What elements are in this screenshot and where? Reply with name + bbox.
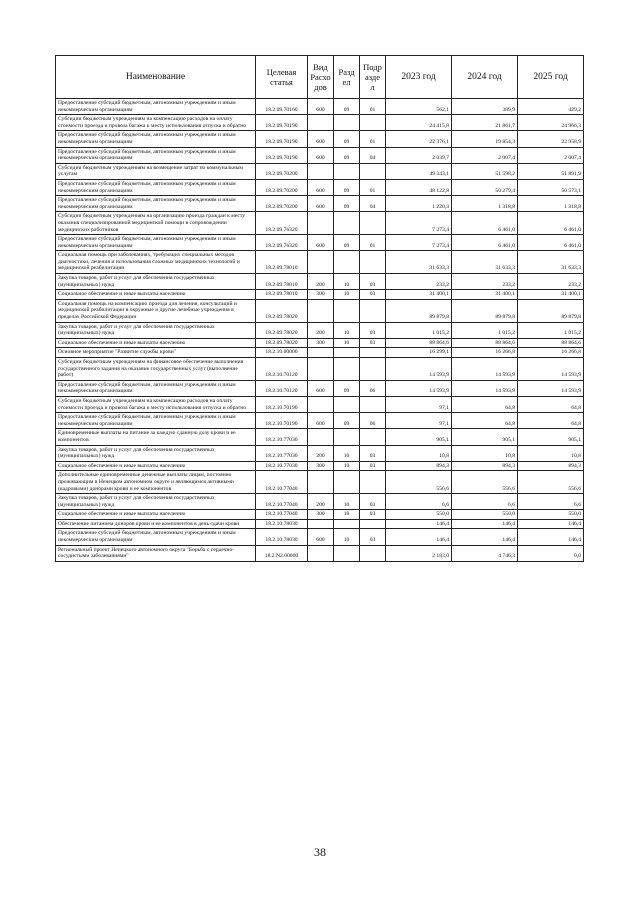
row-code: 18.2.09.76320 — [256, 212, 308, 235]
row-2023: 562,1 — [386, 99, 452, 115]
row-vid — [308, 396, 334, 412]
row-2023: 146,4 — [386, 529, 452, 545]
row-2023: 550,0 — [386, 510, 452, 520]
row-2024: 50 279,4 — [452, 179, 518, 195]
row-code: 18.2.10.70190 — [256, 396, 308, 412]
header-code: Целевая статья — [256, 56, 308, 99]
row-code: 18.2.09.78020 — [256, 322, 308, 338]
row-vid — [308, 471, 334, 494]
row-podr: 01 — [360, 99, 386, 115]
row-podr: 06 — [360, 413, 386, 429]
row-vid: 200 — [308, 274, 334, 290]
row-name: Субсидии бюджетным учреждениям на финансовое обеспечение выполнения государственного задания на оказание государственных услуг (выполнение работ) — [56, 358, 256, 381]
table-row — [56, 274, 584, 290]
row-podr — [360, 115, 386, 131]
row-code: 18.2.N2.00000 — [256, 545, 308, 561]
row-2025: 64,8 — [518, 413, 584, 429]
row-2025: 905,1 — [518, 429, 584, 445]
row-code: 18.2.09.70190 — [256, 115, 308, 131]
row-podr — [360, 429, 386, 445]
row-2023: 905,1 — [386, 429, 452, 445]
row-2024: 1 015,2 — [452, 322, 518, 338]
row-razd — [334, 163, 360, 179]
row-2025: 64,8 — [518, 396, 584, 412]
row-code: 18.2.10.77040 — [256, 494, 308, 510]
row-vid: 600 — [308, 147, 334, 163]
table-row — [56, 179, 584, 195]
row-2024: 1 318,8 — [452, 196, 518, 212]
row-vid: 600 — [308, 413, 334, 429]
row-vid — [308, 212, 334, 235]
row-code: 18.2.10.77030 — [256, 461, 308, 471]
row-razd — [334, 115, 360, 131]
row-razd: 09 — [334, 147, 360, 163]
row-2024: 64,8 — [452, 396, 518, 412]
row-vid — [308, 429, 334, 445]
row-vid: 600 — [308, 529, 334, 545]
row-2024: 6 461,0 — [452, 235, 518, 251]
row-podr — [360, 471, 386, 494]
row-2024: 10,8 — [452, 445, 518, 461]
row-2024: 4 746,3 — [452, 545, 518, 561]
row-2025: 2 007,4 — [518, 147, 584, 163]
row-2025: 14 593,9 — [518, 358, 584, 381]
row-code: 18.2.09.70190 — [256, 147, 308, 163]
row-razd — [334, 545, 360, 561]
row-name: Основное мероприятие "Развитие службы крови" — [56, 348, 256, 358]
row-2023: 31 400,1 — [386, 290, 452, 300]
header-2025: 2025 год — [518, 56, 584, 99]
row-2023: 1 015,2 — [386, 322, 452, 338]
row-vid — [308, 163, 334, 179]
row-2023: 49 343,1 — [386, 163, 452, 179]
row-vid: 200 — [308, 494, 334, 510]
row-2025: 6 461,0 — [518, 212, 584, 235]
row-razd: 09 — [334, 196, 360, 212]
row-podr: 03 — [360, 529, 386, 545]
row-2023: 31 633,3 — [386, 251, 452, 274]
row-2025: 24 966,3 — [518, 115, 584, 131]
row-razd: 09 — [334, 99, 360, 115]
row-razd — [334, 396, 360, 412]
row-2024: 550,0 — [452, 510, 518, 520]
row-2024: 146,4 — [452, 519, 518, 529]
row-2023: 1 220,3 — [386, 196, 452, 212]
row-code: 18.2.09.70190 — [256, 131, 308, 147]
row-podr: 03 — [360, 445, 386, 461]
row-razd — [334, 212, 360, 235]
table-row — [56, 338, 584, 348]
table-row — [56, 429, 584, 445]
row-2024: 2 007,4 — [452, 147, 518, 163]
table-row — [56, 147, 584, 163]
row-vid: 300 — [308, 461, 334, 471]
row-code: 18.2.10.70120 — [256, 358, 308, 381]
row-name: Субсидии бюджетным учреждениям на организацию проезда граждан к месту оказания специализированной медицинской помощи в сопровождении медицинских работников — [56, 212, 256, 235]
row-2024: 89 879,8 — [452, 299, 518, 322]
row-podr: 04 — [360, 147, 386, 163]
row-code: 18.2.09.76320 — [256, 235, 308, 251]
row-podr — [360, 299, 386, 322]
row-name: Социальное обеспечение и иные выплаты населению — [56, 290, 256, 300]
row-name: Социальное обеспечение и иные выплаты населению — [56, 510, 256, 520]
row-2025: 14 593,9 — [518, 380, 584, 396]
row-name: Предоставление субсидий бюджетным, автономным учреждениям и иным некоммерческим организациям — [56, 196, 256, 212]
row-2023: 7 273,4 — [386, 212, 452, 235]
row-vid — [308, 251, 334, 274]
row-2024: 14 593,9 — [452, 380, 518, 396]
table-row — [56, 99, 584, 115]
row-2025: 1 015,2 — [518, 322, 584, 338]
row-2025: 1 318,8 — [518, 196, 584, 212]
row-razd — [334, 471, 360, 494]
table-row — [56, 290, 584, 300]
row-podr — [360, 251, 386, 274]
row-podr — [360, 396, 386, 412]
table-row — [56, 545, 584, 561]
row-vid: 600 — [308, 380, 334, 396]
row-name: Дополнительные единовременные денежные выплаты лицам, постоянно проживающим в Ненецком автономном округе и являющимся активными (кадровыми) донорами крови и ее компонентов — [56, 471, 256, 494]
row-code: 18.2.09.70200 — [256, 179, 308, 195]
row-vid: 300 — [308, 290, 334, 300]
row-2024: 31 633,3 — [452, 251, 518, 274]
row-name: Закупка товаров, работ и услуг для обеспечения государственных (муниципальных) нужд — [56, 445, 256, 461]
row-vid: 600 — [308, 99, 334, 115]
row-vid: 300 — [308, 338, 334, 348]
row-name: Предоставление субсидий бюджетным, автономным учреждениям и иным некоммерческим организациям — [56, 179, 256, 195]
row-vid: 200 — [308, 445, 334, 461]
table-header-row — [56, 56, 584, 99]
row-2024: 16 266,8 — [452, 348, 518, 358]
row-name: Предоставление субсидий бюджетным, автономным учреждениям и иным некоммерческим организациям — [56, 529, 256, 545]
row-2023: 16 299,1 — [386, 348, 452, 358]
header-podr: Подр азде л — [360, 56, 386, 99]
row-2023: 146,4 — [386, 519, 452, 529]
row-vid: 600 — [308, 131, 334, 147]
row-vid — [308, 358, 334, 381]
row-2024: 6 461,0 — [452, 212, 518, 235]
table-row — [56, 396, 584, 412]
table-row — [56, 461, 584, 471]
row-2023: 22 376,1 — [386, 131, 452, 147]
table-row — [56, 510, 584, 520]
row-code: 18.2.10.77040 — [256, 510, 308, 520]
row-name: Закупка товаров, работ и услуг для обеспечения государственных (муниципальных) нужд — [56, 322, 256, 338]
row-2024: 31 400,1 — [452, 290, 518, 300]
table-row — [56, 115, 584, 131]
row-2023: 89 879,8 — [386, 299, 452, 322]
row-2023: 233,2 — [386, 274, 452, 290]
row-2023: 10,8 — [386, 445, 452, 461]
row-razd: 10 — [334, 529, 360, 545]
table-row — [56, 445, 584, 461]
row-podr: 03 — [360, 290, 386, 300]
row-2024: 51 598,2 — [452, 163, 518, 179]
row-podr — [360, 348, 386, 358]
row-2025: 50 573,1 — [518, 179, 584, 195]
header-2024: 2024 год — [452, 56, 518, 99]
row-name: Единовременные выплаты на питание за каждую сданную дозу крови и ее компонентов — [56, 429, 256, 445]
row-razd: 10 — [334, 494, 360, 510]
row-2023: 48 122,8 — [386, 179, 452, 195]
table-row — [56, 235, 584, 251]
row-podr: 01 — [360, 179, 386, 195]
row-razd: 10 — [334, 322, 360, 338]
row-2023: 24 415,8 — [386, 115, 452, 131]
row-code: 18.2.10.70120 — [256, 380, 308, 396]
row-code: 18.2.10.00000 — [256, 348, 308, 358]
row-razd: 09 — [334, 179, 360, 195]
row-2024: 894,3 — [452, 461, 518, 471]
row-name: Предоставление субсидий бюджетным, автономным учреждениям и иным некоммерческим организациям — [56, 380, 256, 396]
row-razd: 10 — [334, 338, 360, 348]
row-razd: 09 — [334, 235, 360, 251]
row-name: Социальная помощь при заболеваниях, требующих специальных методов диагностики, лечения и использования сложных медицинских технологий и медицинской реабилитации — [56, 251, 256, 274]
row-podr — [360, 358, 386, 381]
row-podr: 03 — [360, 510, 386, 520]
row-name: Региональный проект Ненецкого автономного округа "Борьба с сердечно-сосудистыми заболеваниями" — [56, 545, 256, 561]
table-row — [56, 251, 584, 274]
row-2025: 550,0 — [518, 510, 584, 520]
table-row — [56, 299, 584, 322]
row-2024: 389,9 — [452, 99, 518, 115]
row-2024: 146,4 — [452, 529, 518, 545]
row-razd: 10 — [334, 461, 360, 471]
row-2023: 556,6 — [386, 471, 452, 494]
row-name: Социальная помощь на компенсацию проезда для лечения, консультаций и медицинской реабилитации в окружные и другие лечебные учреждения в пределах Российской Федерации — [56, 299, 256, 322]
row-podr: 01 — [360, 131, 386, 147]
row-razd: 09 — [334, 131, 360, 147]
row-2025: 16 266,8 — [518, 348, 584, 358]
row-podr: 06 — [360, 380, 386, 396]
row-2025: 556,6 — [518, 471, 584, 494]
row-name: Социальное обеспечение и иные выплаты населению — [56, 461, 256, 471]
row-vid: 600 — [308, 196, 334, 212]
table-row — [56, 163, 584, 179]
row-vid: 600 — [308, 235, 334, 251]
row-2025: 89 879,8 — [518, 299, 584, 322]
row-vid: 200 — [308, 322, 334, 338]
row-2025: 233,2 — [518, 274, 584, 290]
row-code: 18.2.10.78030 — [256, 519, 308, 529]
row-name: Предоставление субсидий бюджетным, автономным учреждениям и иным некоммерческим организациям — [56, 413, 256, 429]
row-code: 18.2.09.78010 — [256, 274, 308, 290]
row-2024: 64,8 — [452, 413, 518, 429]
row-razd — [334, 429, 360, 445]
row-2025: 146,4 — [518, 519, 584, 529]
row-2024: 19 854,3 — [452, 131, 518, 147]
header-razd: Разд ел — [334, 56, 360, 99]
row-name: Субсидии бюджетным учреждениям на компенсацию расходов на оплату стоимости проезда и провоза багажа к месту использования отпуска и обратно — [56, 115, 256, 131]
row-name: Социальное обеспечение и иные выплаты населению — [56, 338, 256, 348]
row-2023: 14 593,9 — [386, 358, 452, 381]
row-2025: 894,3 — [518, 461, 584, 471]
row-vid — [308, 115, 334, 131]
row-2023: 894,3 — [386, 461, 452, 471]
row-razd: 09 — [334, 380, 360, 396]
row-code: 18.2.10.77030 — [256, 429, 308, 445]
budget-table-sheet — [55, 55, 583, 562]
row-2025: 31 400,1 — [518, 290, 584, 300]
row-vid — [308, 299, 334, 322]
header-name: Наименование — [56, 56, 256, 99]
row-2023: 7 273,4 — [386, 235, 452, 251]
row-podr — [360, 519, 386, 529]
table-row — [56, 413, 584, 429]
row-2023: 2 183,0 — [386, 545, 452, 561]
row-razd — [334, 348, 360, 358]
row-razd: 10 — [334, 445, 360, 461]
row-2023: 97,1 — [386, 396, 452, 412]
row-2025: 31 633,3 — [518, 251, 584, 274]
page-number: 38 — [314, 845, 326, 859]
row-2025: 429,2 — [518, 99, 584, 115]
row-2024: 233,2 — [452, 274, 518, 290]
row-2024: 6,6 — [452, 494, 518, 510]
row-podr — [360, 163, 386, 179]
row-vid — [308, 348, 334, 358]
row-code: 18.2.10.77030 — [256, 445, 308, 461]
row-razd: 09 — [334, 413, 360, 429]
table-row — [56, 471, 584, 494]
table-row — [56, 519, 584, 529]
row-2025: 88 864,6 — [518, 338, 584, 348]
row-name: Предоставление субсидий бюджетным, автономным учреждениям и иным некоммерческим организациям — [56, 99, 256, 115]
table-row — [56, 529, 584, 545]
row-podr: 03 — [360, 274, 386, 290]
row-code: 18.2.09.70160 — [256, 99, 308, 115]
row-2025: 146,4 — [518, 529, 584, 545]
row-code: 18.2.09.70200 — [256, 196, 308, 212]
table-row — [56, 358, 584, 381]
header-vid: Вид Расхо дов — [308, 56, 334, 99]
row-razd: 10 — [334, 274, 360, 290]
header-2023: 2023 год — [386, 56, 452, 99]
row-podr: 03 — [360, 322, 386, 338]
table-row — [56, 380, 584, 396]
row-code: 18.2.09.78020 — [256, 299, 308, 322]
row-2025: 0,0 — [518, 545, 584, 561]
table-body — [56, 99, 584, 562]
row-2025: 22 958,9 — [518, 131, 584, 147]
row-podr: 01 — [360, 235, 386, 251]
row-name: Обеспечение питанием доноров крови и ее компонентов в день сдачи крови — [56, 519, 256, 529]
row-vid — [308, 519, 334, 529]
row-2023: 88 864,6 — [386, 338, 452, 348]
row-razd — [334, 358, 360, 381]
row-code: 18.2.09.78020 — [256, 338, 308, 348]
row-razd: 10 — [334, 510, 360, 520]
row-vid: 600 — [308, 179, 334, 195]
row-2024: 14 593,9 — [452, 358, 518, 381]
table-row — [56, 348, 584, 358]
row-vid — [308, 545, 334, 561]
row-name: Закупка товаров, работ и услуг для обеспечения государственных (муниципальных) нужд — [56, 494, 256, 510]
table-row — [56, 212, 584, 235]
row-razd: 10 — [334, 290, 360, 300]
row-name: Субсидии бюджетным учреждениям на компенсацию расходов на оплату стоимости проезда и провоза багажа к месту использования отпуска и обратно — [56, 396, 256, 412]
row-razd — [334, 519, 360, 529]
row-podr — [360, 212, 386, 235]
budget-table — [55, 55, 584, 562]
row-2025: 6 461,0 — [518, 235, 584, 251]
row-podr: 03 — [360, 338, 386, 348]
row-razd — [334, 299, 360, 322]
row-podr: 03 — [360, 494, 386, 510]
row-vid: 300 — [308, 510, 334, 520]
row-podr: 04 — [360, 196, 386, 212]
row-code: 18.2.09.78010 — [256, 290, 308, 300]
row-code: 18.2.10.77040 — [256, 471, 308, 494]
row-name: Предоставление субсидий бюджетным, автономным учреждениям и иным некоммерческим организациям — [56, 147, 256, 163]
row-2024: 556,6 — [452, 471, 518, 494]
row-2023: 6,6 — [386, 494, 452, 510]
row-razd — [334, 251, 360, 274]
row-podr — [360, 545, 386, 561]
row-2024: 88 864,6 — [452, 338, 518, 348]
row-2025: 51 891,9 — [518, 163, 584, 179]
row-2023: 2 039,7 — [386, 147, 452, 163]
row-name: Предоставление субсидий бюджетным, автономным учреждениям и иным некоммерческим организациям — [56, 131, 256, 147]
table-row — [56, 196, 584, 212]
row-code: 18.2.10.70190 — [256, 413, 308, 429]
row-code: 18.2.10.78030 — [256, 529, 308, 545]
row-2023: 97,1 — [386, 413, 452, 429]
table-row — [56, 494, 584, 510]
row-code: 18.2.09.70200 — [256, 163, 308, 179]
row-2024: 905,1 — [452, 429, 518, 445]
table-row — [56, 131, 584, 147]
row-name: Субсидии бюджетным учреждениям на возмещение затрат по коммунальным услугам — [56, 163, 256, 179]
row-podr: 03 — [360, 461, 386, 471]
row-code: 18.2.09.78010 — [256, 251, 308, 274]
row-name: Предоставление субсидий бюджетным, автономным учреждениям и иным некоммерческим организациям — [56, 235, 256, 251]
row-2025: 10,8 — [518, 445, 584, 461]
row-2025: 6,6 — [518, 494, 584, 510]
row-name: Закупка товаров, работ и услуг для обеспечения государственных (муниципальных) нужд — [56, 274, 256, 290]
row-2024: 21 861,7 — [452, 115, 518, 131]
row-2023: 14 593,9 — [386, 380, 452, 396]
table-row — [56, 322, 584, 338]
